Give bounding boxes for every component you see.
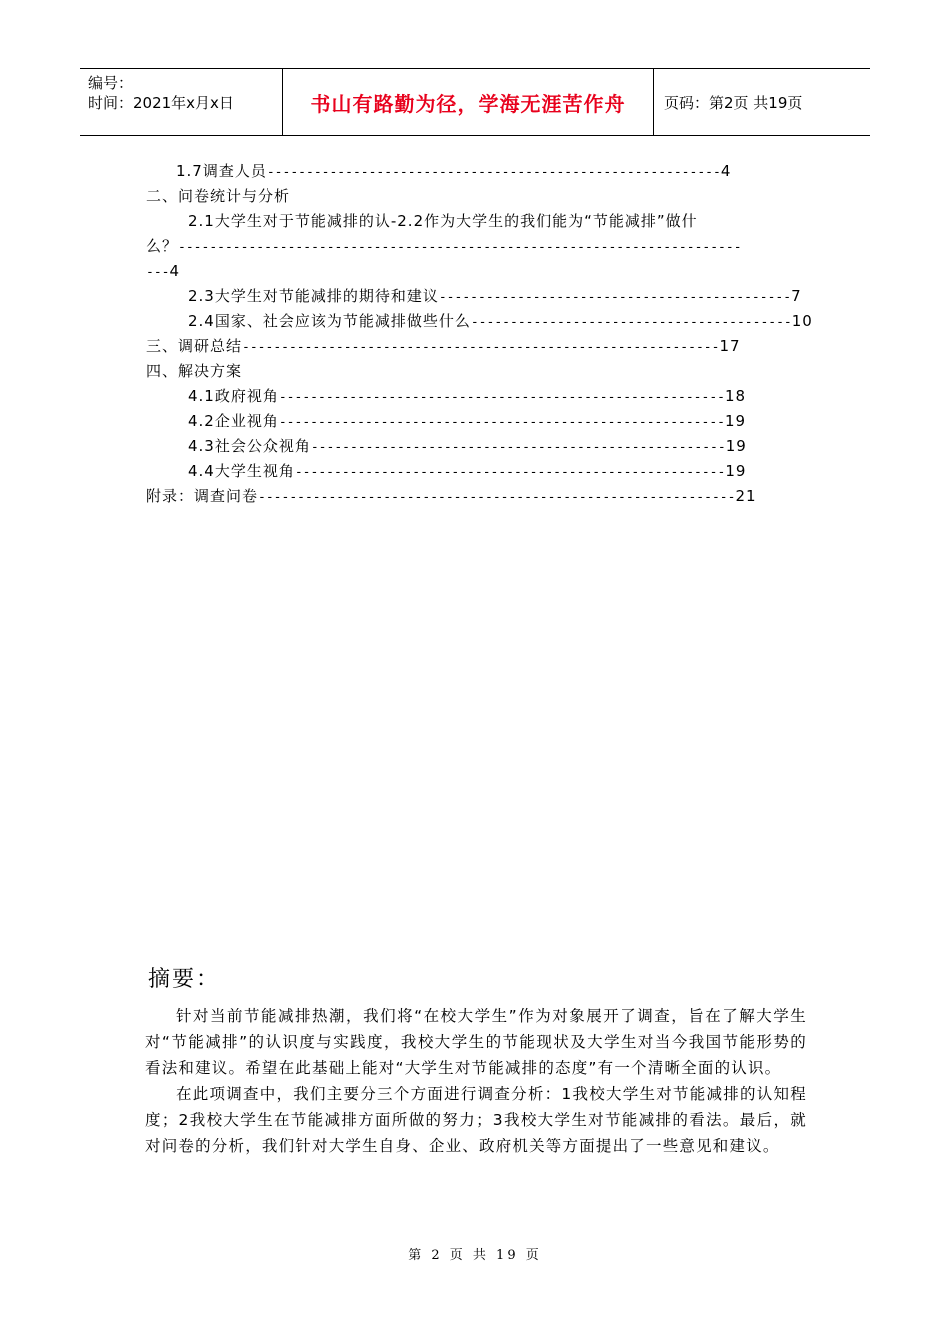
abstract-body: [145, 1003, 807, 1159]
toc-item[interactable]: 4.2企业视角---------------------------------------------------------19: [188, 412, 747, 430]
toc-item[interactable]: 附录：调查问卷-------------------------------------------------------------21: [146, 487, 757, 505]
toc-item[interactable]: 么？------------------------------------------------------------------------: [146, 237, 742, 255]
page-header: [80, 68, 870, 136]
abstract-paragraph: 针对当前节能减排热潮，我们将“在校大学生”作为对象展开了调查，旨在了解大学生对“节能减排”的认识度与实践度，我校大学生的节能现状及大学生对当今我国节能形势的看法和建议。希望在此基础上能对“大学生对节能减排的态度”有一个清晰全面的认识。: [145, 1007, 807, 1077]
toc-item[interactable]: 2.3大学生对节能减排的期待和建议---------------------------------------------7: [188, 287, 802, 305]
header-left-cell: [80, 69, 282, 135]
toc-item[interactable]: 2.1大学生对于节能减排的认-2.2作为大学生的我们能为“节能减排”做什: [188, 212, 698, 230]
page-label: 页码：第2页 共19页: [664, 93, 803, 112]
toc-item[interactable]: 二、问卷统计与分析: [146, 187, 291, 205]
page-footer: 第 2 页 共 19 页: [408, 1248, 542, 1263]
motto: 书山有路勤为径，学海无涯苦作舟: [282, 69, 654, 135]
abstract-paragraph: 在此项调查中，我们主要分三个方面进行调查分析：1我校大学生对节能减排的认知程度；2我校大学生在节能减排方面所做的努力；3我校大学生对节能减排的看法。最后，就对问卷的分析，我们针对大学生自身、企业、政府机关等方面提出了一些意见和建议。: [145, 1085, 807, 1155]
toc-item[interactable]: 2.4国家、社会应该为节能减排做些什么-----------------------------------------10: [188, 312, 813, 330]
toc-item[interactable]: 4.3社会公众视角-----------------------------------------------------19: [188, 437, 747, 455]
toc-item[interactable]: 4.4大学生视角-------------------------------------------------------19: [188, 462, 747, 480]
toc-item[interactable]: 三、调研总结-------------------------------------------------------------17: [146, 337, 741, 355]
toc-item[interactable]: 四、解决方案: [146, 362, 243, 380]
abstract-title: 摘要：: [148, 967, 221, 992]
time-label: 时间：2021年x月x日: [88, 94, 234, 112]
toc-item[interactable]: ---4: [146, 262, 181, 280]
toc-item[interactable]: 4.1政府视角---------------------------------------------------------18: [188, 387, 747, 405]
code-label: 编号：: [88, 74, 134, 92]
toc-item[interactable]: 1.7调查人员----------------------------------------------------------4: [176, 162, 732, 180]
